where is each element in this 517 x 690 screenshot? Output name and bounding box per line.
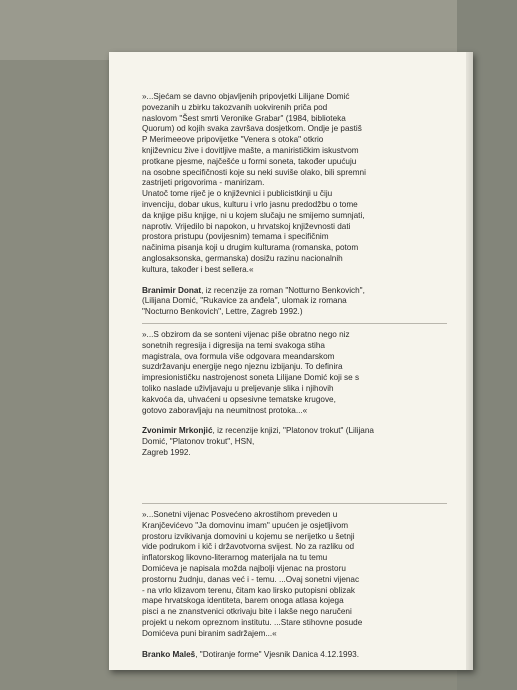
- quote-author: Branimir Donat: [142, 285, 202, 295]
- quote-citation: , "Dotiranje forme" Vjesnik Danica 4.12.1993.: [195, 649, 359, 659]
- divider: [142, 503, 447, 504]
- quote-citation: , iz recenzije za roman "Notturno Benkovich", (Lilijana Domić, "Rukavice za anđela", ulomak iz romana "Nocturno Benkovich", Lettre, Zagreb 1992.): [142, 285, 365, 317]
- quote-section-3: [142, 510, 472, 660]
- quote-source: [142, 650, 472, 661]
- quote-section-2: [142, 330, 472, 459]
- divider: [142, 323, 447, 324]
- background-wall: [0, 0, 517, 60]
- quote-section-1: [142, 92, 472, 318]
- quote-text: »...S obzirom da se sonteni vijenac piše obratno nego niz sonetnih regresija i digresija na temi svakoga stiha magistrala, ova formula više odgovara meandarskom suzdržavanju energije nego njeznu izbijanju. To definira impresionističku nastrojenost soneta Lilijane Domić koji se s toliko naslade uživljavaju u preljevanje slika i njihovih kakvoća da, uhvaćeni u opsesivne tematske krugove, gotovo zaboravljaju na neumitnost protoka...«: [142, 330, 360, 415]
- quote-citation: , iz recenzije knjizi, "Platonov trokut" (Lilijana Domić, "Platonov trokut", HSN, Zagreb 1992.: [142, 426, 374, 457]
- quote-source: [142, 286, 472, 318]
- quote-text: »...Sjećam se davno objavljenih pripovjetki Lilijane Domić povezanih u zbirku takozvanih uokvirenih priča pod naslovom "Šest smrti Veronike Grabar" (1984, biblioteka Quorum) od kojih svaka završava dosjetkom. Ondje je pastiš P Merimeeove pripovijetke "Venera s otoka" otkrio književnicu žive i dovitljive mašte, a manirističkim iskustvom protkane pjesme, najčešće u formi soneta, također upućuju na osobne specifičnosti koje su neki suviše olako, bili spremni zastrijeti prigovorima - manirizam. Unatoč tome riječ je o književnici i publicistkinji u čiju invenciju, dobar ukus, kulturu i vrlo jasnu predodžbu o tome da knjige pišu knjige, ni u kojem slučaju ne smijemo sumnjati, naprotiv. Vrijedilo bi napokon, u hrvatskoj književnosti dati prostora pristupu (povijesnim) temama i specifičnim načinima pisanja koji u drugim kulturama (romanska, potom anglosaksonska, germanska) dosižu razinu nacionalnih kultura, također i best sellera.«: [142, 92, 366, 274]
- quote-source: [142, 426, 472, 458]
- quote-text: »...Sonetni vijenac Posvećeno akrostihom preveden u Kranjčevićevo "Ja domovinu imam" upućen je osjetljivom prostoru izvikivanja domovini u kojemu se nerijetko u šetnji vide podrukom i kič i državotvorna svijest. No za razliku od inflatorskog likovno-literarnog materijala na tu temu Domićeva je napisala možda najbolji vijenac na prostoru prostornu žudnju, danas već i - temu. ...Ovaj sonetni vijenac - na vrlo klizavom terenu, čitam kao lirsko putopisni oblizak mape hrvatskoga identiteta, barem onoga atlasa kojega pisci a ne znanstvenici otkrivaju bite i lakše nego naručeni projekt u nekom opreznom institutu. ...Stare stihovne posude Domićeva puni biranim sadržajem...«: [142, 510, 363, 638]
- quote-author: Zvonimir Mrkonjić: [142, 426, 213, 436]
- quote-author: Branko Maleš: [142, 649, 196, 659]
